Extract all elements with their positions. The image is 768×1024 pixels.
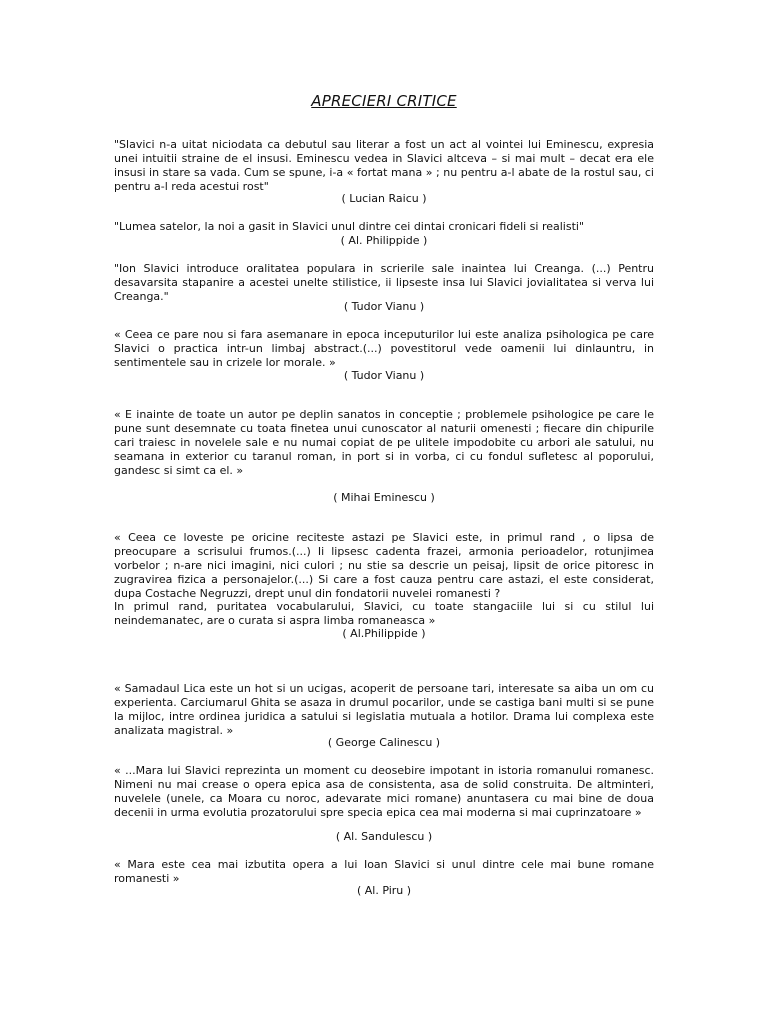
quote-author: ( Lucian Raicu ) [341, 192, 427, 205]
quote-text: In primul rand, puritatea vocabularului, Slavici, cu toate stangaciile lui si cu stilul lui neindemanatec, are o curata si aspra limba romaneasca » [114, 600, 654, 627]
quote-author: ( Mihai Eminescu ) [333, 491, 435, 504]
quote-text: « Ceea ce loveste pe oricine reciteste astazi pe Slavici este, in primul rand , o lipsa de preocupare a scrisului frumos.(...) Ii lipsesc cadenta frazei, armonia perioadelor, rotunjimea vorbelor ; n-are nici imagini, nici culori ; nu stie sa descrie un peisaj, lipsit de orice pitoresc in zugravirea fizica a personajelor.(...) Si care a fost cauza pentru care astazi, el este considerat, dupa Costache Negruzzi, drept unul din fondatorii nuvelei romanesti ? [114, 531, 654, 600]
quote-text: "Ion Slavici introduce oralitatea populara in scrierile sale inaintea lui Creanga. (...) Pentru desavarsita stapanire a acestei unelte stilistice, ii lipseste insa lui Slavici jovialitatea si verva lui Creanga." [114, 262, 654, 303]
quote-text: « Ceea ce pare nou si fara asemanare in epoca inceputurilor lui este analiza psihologica pe care Slavici o practica intr-un limbaj abstract.(...) povestitorul vede oamenii lui dinlauntru, in sentimentele sau in crizele lor morale. » [114, 328, 654, 369]
quote-author: ( Al. Sandulescu ) [335, 830, 433, 843]
quote-author: ( Al.Philippide ) [342, 627, 426, 640]
quote-text: « Mara este cea mai izbutita opera a lui Ioan Slavici si unul dintre cele mai bune romane romanesti » [114, 858, 654, 885]
quote-text: « E inainte de toate un autor pe deplin sanatos in conceptie ; problemele psihologice pe care le pune sunt desemnate cu toata finetea unui cunoscator al naturii omenesti ; fiecare din chipurile cari traiesc in novelele sale e nu numai copiat de pe ulitele impodobite cu arbori ale satului, nu seamana in exterior cu taranul roman, in port si in vorba, ci cu fondul sufletesc al poporului, gandesc si simt ca el. » [114, 408, 654, 477]
quote-author: ( George Calinescu ) [327, 736, 441, 749]
quote-author: ( Tudor Vianu ) [343, 300, 425, 313]
quote-text: "Lumea satelor, la noi a gasit in Slavici unul dintre cei dintai cronicari fideli si realisti" [114, 220, 585, 233]
quote-text: « ...Mara lui Slavici reprezinta un moment cu deosebire impotant in istoria romanului romanesc. Nimeni nu mai crease o opera epica asa de consistenta, asa de solid construita. De altminteri, nuvelele (unele, ca Moara cu noroc, adevarate mici romane) anuntasera cu mai bine de doua decenii in urma evolutia prozatorului spre specia epica cea mai moderna si mai cuprinzatoare » [114, 764, 654, 819]
page-title: APRECIERI CRITICE [311, 92, 457, 110]
quote-text: « Samadaul Lica este un hot si un ucigas, acoperit de persoane tari, interesate sa aiba un om cu experienta. Carciumarul Ghita se asaza in drumul pocarilor, unde se castiga bani multi si se pune la mijloc, intre ordinea juridica a satului si legislatia mutuala a hotilor. Drama lui complexa este analizata magistral. » [114, 682, 654, 737]
quote-author: ( Al. Philippide ) [340, 234, 428, 247]
quote-author: ( Al. Piru ) [356, 884, 412, 897]
quote-text: "Slavici n-a uitat niciodata ca debutul sau literar a fost un act al vointei lui Eminescu, expresia unei intuitii straine de el insusi. Eminescu vedea in Slavici altceva – si mai mult – decat era ele insusi in stare sa vada. Cum se spune, i-a « fortat mana » ; nu pentru a-l abate de la rostul sau, ci pentru a-l reda acestui rost" [114, 138, 654, 193]
quote-author: ( Tudor Vianu ) [343, 369, 425, 382]
